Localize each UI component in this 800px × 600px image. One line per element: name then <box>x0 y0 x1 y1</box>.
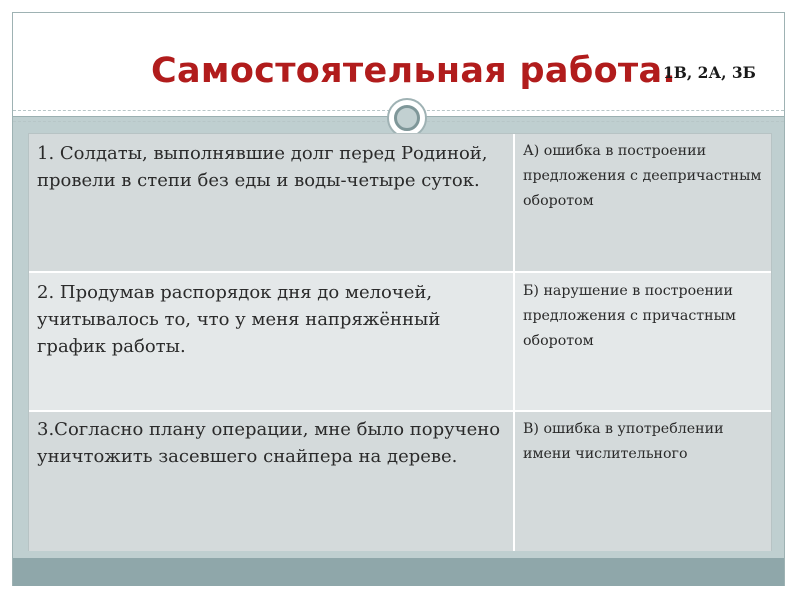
error-type-cell: Б) нарушение в построении предложения с причастным оборотом <box>523 283 736 349</box>
error-type-cell: В) ошибка в употреблении имени числительного <box>523 421 724 462</box>
slide <box>12 12 785 586</box>
slide-title: Самостоятельная работа. <box>151 51 677 91</box>
footer-band <box>13 558 784 586</box>
table-row <box>29 412 771 551</box>
table-row <box>29 134 771 273</box>
exercise-table <box>28 133 772 551</box>
answer-key: 1В, 2А, 3Б <box>663 63 756 82</box>
sentence-cell: 2. Продумав распорядок дня до мелочей, учитывалось то, что у меня напряжённый график работы. <box>29 273 515 410</box>
sentence-cell: 3.Согласно плану операции, мне было поручено уничтожить засевшего снайпера на дереве. <box>29 412 515 551</box>
table-row <box>29 273 771 412</box>
circle-ornament-icon <box>387 98 427 138</box>
error-type-cell: А) ошибка в построении предложения с деепричастным оборотом <box>523 143 762 209</box>
sentence-cell: 1. Солдаты, выполнявшие долг перед Родиной, провели в степи без еды и воды-четыре суток. <box>29 134 515 271</box>
